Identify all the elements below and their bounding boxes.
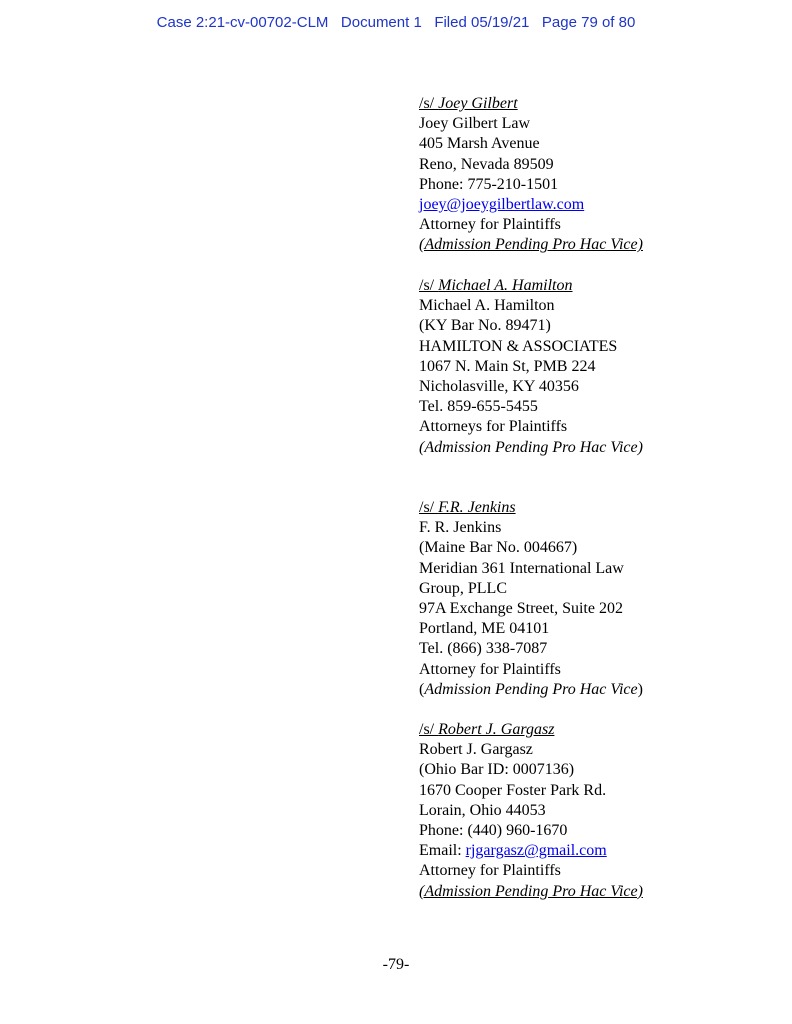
attorney-role: Attorney for Plaintiffs: [419, 216, 561, 234]
firm-name: HAMILTON & ASSOCIATES: [419, 337, 618, 355]
attorney-name: F. R. Jenkins: [419, 519, 502, 537]
city-state-zip: Lorain, Ohio 44053: [419, 801, 546, 819]
firm-name: Joey Gilbert Law: [419, 115, 531, 133]
filed-date: Filed 05/19/21: [434, 14, 530, 31]
admission-status: (Admission Pending Pro Hac Vice): [419, 882, 643, 900]
admission-status: (Admission Pending Pro Hac Vice): [419, 438, 643, 456]
signature-name: Robert J. Gargasz: [438, 721, 555, 738]
bar-number: (Ohio Bar ID: 0007136): [419, 761, 575, 779]
signature-name: F.R. Jenkins: [438, 499, 516, 516]
case-number: Case 2:21-cv-00702-CLM: [156, 14, 329, 31]
email-line: [419, 841, 779, 861]
city-state-zip: Reno, Nevada 89509: [419, 155, 554, 173]
firm-name: Meridian 361 International Law: [419, 559, 624, 577]
signature-block-gilbert: [419, 94, 779, 256]
admission-status: (Admission Pending Pro Hac Vice): [419, 236, 643, 254]
street-address: 405 Marsh Avenue: [419, 135, 540, 153]
signature-line: /s/ Robert J. Gargasz: [419, 721, 555, 738]
bar-number: (KY Bar No. 89471): [419, 317, 551, 335]
signature-block-jenkins: [419, 498, 779, 700]
signature-block-hamilton: [419, 276, 779, 458]
city-state-zip: Nicholasville, KY 40356: [419, 378, 579, 396]
attorney-role: Attorney for Plaintiffs: [419, 660, 561, 678]
page-number: -79-: [382, 956, 410, 973]
attorney-role: Attorney for Plaintiffs: [419, 862, 561, 880]
phone: Tel. 859-655-5455: [419, 398, 538, 416]
street-address: 97A Exchange Street, Suite 202: [419, 600, 623, 618]
case-header: [0, 14, 792, 31]
email-link[interactable]: rjgargasz@gmail.com: [465, 842, 607, 860]
attorney-name: Michael A. Hamilton: [419, 297, 555, 315]
signature-name: Joey Gilbert: [438, 95, 518, 112]
signature-name: Michael A. Hamilton: [438, 277, 573, 294]
bar-number: (Maine Bar No. 004667): [419, 539, 578, 557]
street-address: 1067 N. Main St, PMB 224: [419, 357, 596, 375]
email-link[interactable]: joey@joeygilbertlaw.com: [419, 196, 585, 214]
admission-status: (Admission Pending Pro Hac Vice): [419, 680, 643, 698]
signature-line: /s/ Joey Gilbert: [419, 95, 518, 112]
document-number: Document 1: [340, 14, 422, 31]
signature-line: /s/ F.R. Jenkins: [419, 499, 516, 516]
page-indicator: Page 79 of 80: [541, 14, 636, 31]
signature-line: /s/ Michael A. Hamilton: [419, 277, 573, 294]
city-state-zip: Portland, ME 04101: [419, 620, 550, 638]
email-label: Email:: [419, 842, 466, 860]
phone: Tel. (866) 338-7087: [419, 640, 548, 658]
signature-block-gargasz: [419, 720, 779, 902]
street-address: 1670 Cooper Foster Park Rd.: [419, 781, 607, 799]
phone: Phone: (440) 960-1670: [419, 822, 568, 840]
attorney-name: Robert J. Gargasz: [419, 741, 533, 759]
attorney-role: Attorneys for Plaintiffs: [419, 418, 568, 436]
firm-name-cont: Group, PLLC: [419, 579, 507, 597]
phone: Phone: 775-210-1501: [419, 175, 559, 193]
